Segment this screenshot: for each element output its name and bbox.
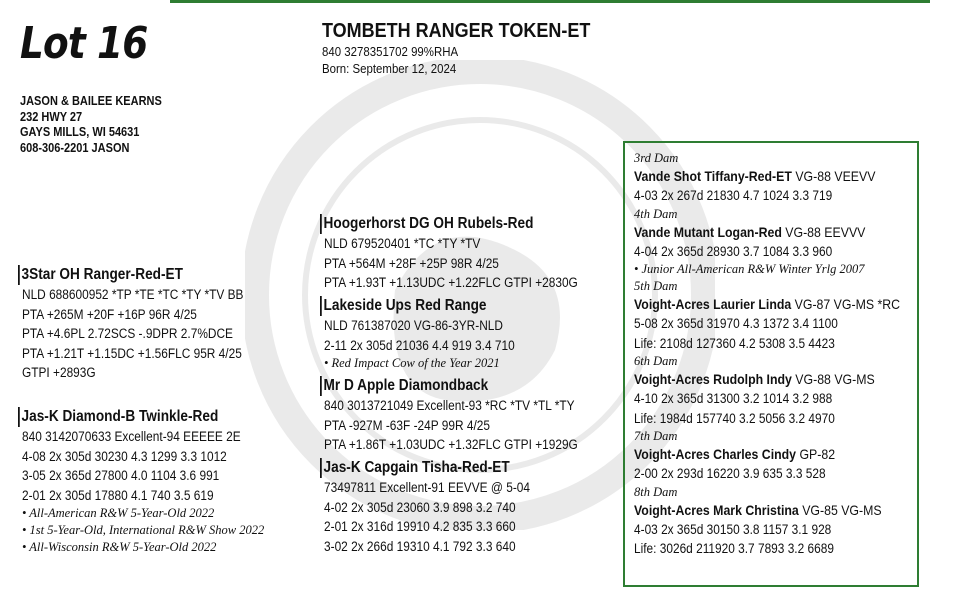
dam-lineage-list (634, 150, 936, 559)
dam-entry-8th (634, 484, 936, 559)
consignor-name: JASON & BAILEE KEARNS (20, 94, 162, 108)
maternal-granddam-block (324, 458, 558, 556)
dam-generation-name: Voight-Acres Mark Christina (634, 501, 799, 518)
maternal-granddam-name: Jas-K Capgain Tisha-Red-ET (320, 458, 530, 478)
dam-honor-note: • Junior All-American R&W Winter Yrlg 2007 (634, 262, 865, 276)
dam-generation-class: GP-82 (799, 446, 836, 462)
dam-entry-4th (634, 206, 936, 279)
sire-line: PTA +265M +20F +16P 96R 4/25 (22, 306, 197, 322)
maternal-grandsire-line: PTA +1.86T +1.03UDC +1.32FLC GTPI +1929G (324, 437, 578, 452)
consignor-street: 232 HWY 27 (20, 109, 83, 124)
consignor-block (20, 94, 162, 156)
maternal-grandsire-block (324, 376, 612, 455)
dam-generation-label: 6th Dam (634, 354, 678, 368)
maternal-grandsire-name: Mr D Apple Diamondback (320, 376, 577, 396)
top-rule (170, 0, 930, 3)
dam-entry-3rd (634, 150, 936, 206)
paternal-grandsire-name: Hoogerhorst DG OH Rubels-Red (320, 214, 577, 234)
dam-generation-label: 5th Dam (634, 279, 678, 293)
dam-generation-label: 3rd Dam (634, 151, 679, 165)
dam-record: 5-08 2x 365d 31970 4.3 1372 3.4 1100 (634, 316, 838, 331)
dam-generation-class: VG-88 VG-MS (795, 371, 875, 387)
sire-line: GTPI +2893G (22, 365, 96, 380)
dam-lifetime-record: Life: 3026d 211920 3.7 7893 3.2 6689 (634, 541, 834, 556)
dam-line: 840 3142070633 Excellent-94 EEEEE 2E (22, 429, 241, 444)
paternal-granddam-block (324, 296, 541, 372)
dam-lifetime-record: Life: 2108d 127360 4.2 5308 3.5 4423 (634, 335, 835, 351)
dam-entry-7th (634, 428, 936, 484)
dam-honor-note: • All-American R&W 5-Year-Old 2022 (22, 506, 215, 520)
dam-generation-label: 7th Dam (634, 429, 678, 443)
dam-entry-5th (634, 278, 936, 353)
consignor-city: GAYS MILLS, WI 54631 (20, 125, 140, 139)
dam-generation-class: VG-87 VG-MS *RC (794, 296, 901, 312)
dam-generation-name: Vande Mutant Logan-Red (634, 223, 782, 240)
dam-generation-name: Voight-Acres Rudolph Indy (634, 371, 792, 387)
maternal-grandsire-line: 840 3013721049 Excellent-93 *RC *TV *TL *TY (324, 398, 575, 413)
dam-name: Jas-K Diamond-B Twinkle-Red (18, 407, 240, 427)
animal-birthdate: Born: September 12, 2024 (322, 61, 457, 76)
dam-block (22, 407, 270, 556)
paternal-grandsire-line: NLD 679520401 *TC *TY *TV (324, 236, 481, 251)
sire-line: NLD 688600952 *TP *TE *TC *TY *TV BB (22, 287, 244, 302)
lot-number: Lot 16 (20, 18, 148, 69)
dam-line: 3-05 2x 365d 27800 4.0 1104 3.6 991 (22, 468, 220, 483)
paternal-granddam-line: NLD 761387020 VG-86-3YR-NLD (324, 318, 503, 333)
paternal-granddam-line: 2-11 2x 305d 21036 4.4 919 3.4 710 (324, 337, 515, 353)
paternal-grandsire-line: PTA +1.93T +1.13UDC +1.22FLC GTPI +2830G (324, 275, 578, 290)
dam-honor-note: • 1st 5-Year-Old, International R&W Show 2022 (22, 523, 265, 537)
maternal-granddam-line: 4-02 2x 305d 23060 3.9 898 3.2 740 (324, 499, 516, 515)
dam-entry-6th (634, 353, 936, 428)
dam-generation-class: VG-88 VEEVV (795, 168, 876, 184)
dam-generation-label: 8th Dam (634, 484, 678, 499)
dam-record: 4-03 2x 267d 21830 4.7 1024 3.3 719 (634, 188, 833, 203)
maternal-granddam-line: 2-01 2x 316d 19910 4.2 835 3.3 660 (324, 519, 516, 534)
dam-honor-note: • All-Wisconsin R&W 5-Year-Old 2022 (22, 540, 217, 554)
dam-generation-class: VG-85 VG-MS (802, 501, 882, 518)
dam-record: 4-04 2x 365d 28930 3.7 1084 3.3 960 (634, 243, 833, 259)
paternal-granddam-note: • Red Impact Cow of the Year 2021 (324, 356, 500, 370)
sire-line: PTA +1.21T +1.15DC +1.56FLC 95R 4/25 (22, 345, 242, 361)
sire-line: PTA +4.6PL 2.72SCS -.9DPR 2.7%DCE (22, 326, 233, 341)
consignor-phone: 608-306-2201 JASON (20, 140, 130, 155)
dam-generation-label: 4th Dam (634, 206, 678, 221)
dam-generation-name: Vande Shot Tiffany-Red-ET (634, 168, 792, 184)
dam-record: 4-03 2x 365d 30150 3.8 1157 3.1 928 (634, 521, 832, 537)
maternal-grandsire-line: PTA -927M -63F -24P 99R 4/25 (324, 417, 490, 433)
paternal-granddam-name: Lakeside Ups Red Range (320, 296, 514, 316)
dam-lifetime-record: Life: 1984d 157740 3.2 5056 3.2 4970 (634, 410, 835, 426)
dam-line: 2-01 2x 305d 17880 4.1 740 3.5 619 (22, 487, 214, 503)
dam-record: 2-00 2x 293d 16220 3.9 635 3.3 528 (634, 466, 826, 481)
paternal-grandsire-block (324, 214, 612, 293)
sire-name: 3Star OH Ranger-Red-ET (18, 265, 243, 285)
dam-record: 4-10 2x 365d 31300 3.2 1014 3.2 988 (634, 391, 833, 406)
paternal-grandsire-line: PTA +564M +28F +25P 98R 4/25 (324, 255, 499, 271)
dam-generation-class: VG-88 EEVVV (785, 223, 866, 240)
maternal-granddam-line: 73497811 Excellent-91 EEVVE @ 5-04 (324, 480, 531, 495)
dam-generation-name: Voight-Acres Charles Cindy (634, 446, 797, 462)
dam-generation-name: Voight-Acres Laurier Linda (634, 296, 792, 312)
sire-block (22, 265, 274, 383)
animal-name: TOMBETH RANGER TOKEN-ET (322, 20, 591, 42)
maternal-granddam-line: 3-02 2x 266d 19310 4.1 792 3.3 640 (324, 538, 516, 554)
animal-id-line: 840 3278351702 99%RHA (322, 44, 459, 59)
animal-header (322, 20, 620, 77)
dam-line: 4-08 2x 305d 30230 4.3 1299 3.3 1012 (22, 448, 227, 464)
